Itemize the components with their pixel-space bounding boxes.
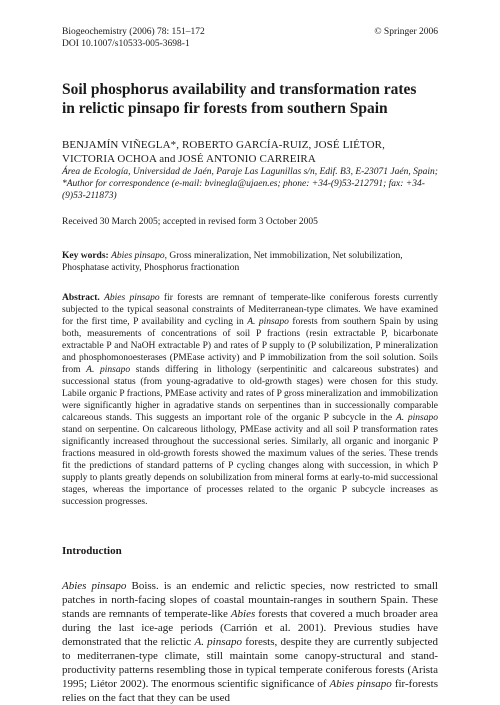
keywords: Key words: Abies pinsapo, Gross mineralization, Net immobilization, Net solubilization, Phosphatase activity, Phosphorus fractionation: [62, 251, 403, 273]
paper-title: Soil phosphorus availability and transformation rates in relictic pinsapo fir forests from southern Spain: [62, 81, 417, 117]
section-heading-introduction: Introduction: [62, 545, 122, 557]
abstract-label: Abstract.: [62, 293, 100, 303]
running-header: [62, 26, 438, 38]
author-list: BENJAMÍN VIÑEGLA*, ROBERTO GARCÍA-RUIZ, JOSÉ LIÉTOR, VICTORIA OCHOA and JOSÉ ANTONIO CARREIRA: [62, 139, 385, 165]
affiliation: Área de Ecología, Universidad de Jaén, Paraje Las Lagunillas s/n, Edif. B3, E-23071 Jaén, Spain; *Author for correspondence (e-mail: bvinegla@ujaen.es; phone: +34-(9)53-212791; fax: +34- (9)53-211873): [62, 167, 438, 201]
introduction-paragraph: Abies pinsapo Boiss. is an endemic and relictic species, now restricted to small patches in north-facing slopes of coastal mountain-ranges in southern Spain. These stands are remnants of temperate-like Abies forests that covered a much broader area during the last ice-age periods (Carrión et al. 2001). Previous studies have demonstrated that the relictic A. pinsapo forests, despite they are currently subjected to mediterranen-type climate, still maintain some canopy-structural and stand-productivity patterns resembling those in typical temperate coniferous forests (Arista 1995; Liétor 2002). The enormous scientific significance of Abies pinsapo fir-forests relies on the fact that they can be used: [62, 580, 438, 704]
abstract: Abstract. Abies pinsapo fir forests are remnant of temperate-like coniferous forests currently subjected to the typical seasonal constraints of Mediterranean-type climates. We have examined for the first time, P availability and cycling in A. pinsapo forests from southern Spain by using both, measurements of concentrations of soil P fractions (resin extractable P, bicarbonate extractable P and NaOH extractable P) and rates of P supply to (P solubilization, P mineralization and phosphomonoesterases (PMEase activity) and P immobilization from the soil solution. Soils from A. pinsapo stands differing in lithology (serpentinitic and calcareous substrates) and successional status (from young-agradative to old-growth stages) were chosen for this study. Labile organic P fractions, PMEase activity and rates of P gross mineralization and immobilization were significantly higher in agradative stands on serpentines than in successionally comparable calcareous stands. This suggests an important role of the organic P subcycle in the A. pinsapo stand on serpentine. On calcareous lithology, PMEase activity and all soil P transformation rates significantly increased throughout the successional series. Similarly, all organic and inorganic P fractions measured in old-growth forests showed the maximum values of the series. These trends fit the predictions of standard patterns of P cycling changes along with succession, in which P supply to plants greatly depends on solubilization from mineral forms at early-to-mid successional stages, whereas the importance of processes related to the organic P subcycle increases as succession progresses.: [62, 293, 439, 507]
copyright-notice: © Springer 2006: [374, 27, 438, 37]
keywords-label: Key words:: [62, 251, 109, 261]
paper-page: [62, 26, 438, 705]
journal-citation: Biogeochemistry (2006) 78: 151–172: [62, 27, 205, 37]
received-dates: Received 30 March 2005; accepted in revised form 3 October 2005: [62, 217, 318, 227]
doi: DOI 10.1007/s10533-005-3698-1: [62, 39, 190, 49]
